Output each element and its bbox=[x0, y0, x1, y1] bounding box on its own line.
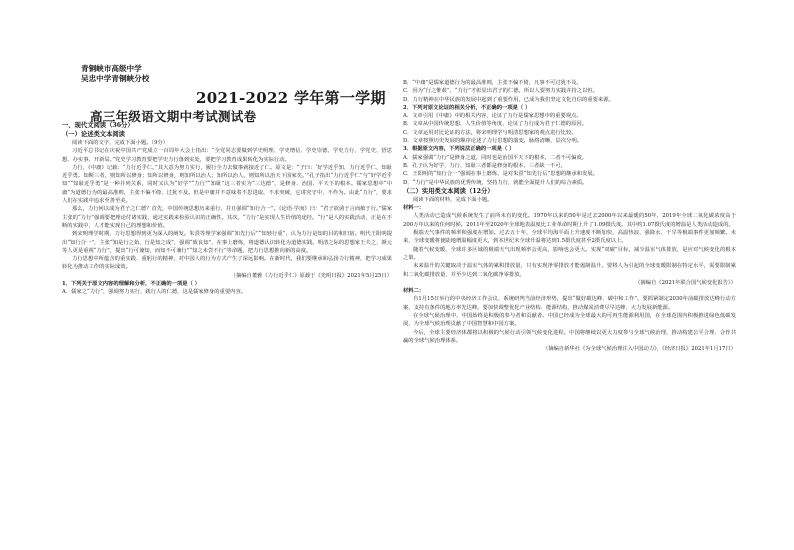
instruction-2: 阅读下面的材料，完成下面小题。 bbox=[413, 196, 493, 203]
question-2-option-d: D．文章按照历史发展的顺序论述了力行思想的演变，脉络清晰，层次分明。 bbox=[403, 138, 583, 145]
paragraph: 未来温升的关键取决于温室气体的累积排放量，只有实现净零排放才能遏制温升。要将人为引起的全球变暖限制在特定水平，需要限制累积二氧化碳排放量，并至少达到二氧化碳净零排放。 bbox=[403, 263, 736, 278]
question-2-option-b: B．文章从中国传统思想、人生价值等角度，论证了力行成为君子仁德的原因。 bbox=[403, 121, 587, 128]
section-heading: 一、现代文阅读（36分） bbox=[62, 122, 134, 129]
paragraph: 在全球气候治理中，中国始终是积极的参与者和贡献者。中国已经成为全球最大的可再生能源利用国，在全球范围内积极推进绿色低碳发展，为全球气候治理贡献了中国智慧和中国方案。 bbox=[403, 313, 736, 328]
material-1-label: 材料一： bbox=[403, 205, 425, 212]
question-3: 3．根据原文内容，下列说法正确的一项是（ ） bbox=[403, 146, 515, 153]
paragraph: 习近平总书记在庆祝中国共产党成立一百周年大会上指出：“全党同志要做到学史明理、学史增信、学史崇德、学史力行，学党史、悟思想、办实事、开新局。”党史学习教育要把学史力行落到实处，要把学习教育成果转化为实际行动。 bbox=[62, 148, 392, 163]
question-3-option-a: A．儒家强调“力行”是修身之道，同时也是治国平天下的根本，二者不可偏废。 bbox=[403, 154, 588, 161]
paragraph: 人类活动已造成气候系统发生了前所未有的变化。1970年以来的50年是过去2000年以来最暖的50年，2019年全球二氧化碳浓度高于200万年以来的任何时候。2011年至2020年全球地表温度比工业革命时期上升了1.09摄氏度。其中约1.07摄氏度的增温是人类活动造成的。 bbox=[403, 213, 736, 228]
question-1-option-a: A．儒家之“力行”，强调努力实行，践行人的仁德，这是儒家修身的重要内容。 bbox=[62, 289, 247, 296]
school-name-line1: 青铜峡市高级中学 bbox=[81, 64, 142, 73]
paragraph: 随着气候变暖，全球许多区域的极端天气出现频率会更高，影响也会更大。实现“双碳”目标，减少温室气体排放，是应对气候变化的根本之策。 bbox=[403, 246, 736, 261]
paragraph: 极端天气事件的频率和强度在增加。过去五十年，全球平均海平面上升速度不断加快，高温热浪、强降水、干旱等极端事件更加频繁。未来，全球变暖将使陆地增温幅度更大，到本世纪末全球升温将达到1.5摄氏度甚至2摄氏度以上。 bbox=[403, 230, 736, 245]
source-citation: （摘编自新华社《为全球气候治理注入中国动力》，《经济日报》2021年1月17日） bbox=[542, 346, 736, 353]
instruction: 阅读下面的文字，完成下面小题。（9分） bbox=[72, 140, 169, 146]
question-2-option-a: A．文章引用《中庸》中的相关内容，论证了力行是儒家思想中的重要观点。 bbox=[403, 113, 582, 120]
question-3-option-c: C．王阳明的“知行合一”强调在事上磨炼，是对朱熹“知先行后”思想的继承和发展。 bbox=[403, 171, 598, 178]
question-2-option-c: C．文章运用对比论证的方法，将宋明理学与明清思想家的观点进行比较。 bbox=[403, 129, 577, 136]
exam-subtitle: 高三年级语文期中考试测试卷 bbox=[90, 109, 257, 124]
subsection-heading: （一）论述类文本阅读 bbox=[62, 131, 125, 138]
left-column bbox=[62, 121, 392, 529]
question-1: 1．下列关于原文内容的理解和分析，不正确的一项是（ ） bbox=[62, 281, 200, 288]
exam-title: 2021-2022 学年第一学期 bbox=[196, 89, 386, 107]
paragraph: 那么，力行何以成为君子之仁德？首先，中国传统思想历来重行，并且强调“知行合一”。《论语·学而》曰：“君子欲讷于言而敏于行。”儒家主张的“力行”强调要把理论付诸实践，通过实践来检验认识的正确性。其次，“力行”是实现人生价值的途径。“行”是人的实践活动，正是在不断的实践中，人才能实现自己的理想和价值。 bbox=[62, 206, 392, 229]
question-3-option-d: D．“力行”是中华民族的优秀传统，坚持力行，就能全面提升人们的综合素质。 bbox=[403, 179, 588, 186]
question-1-option-d: D．力行精神在中华民族的发展中起到了重要作用，已成为我们坚定文化自信的重要来源。 bbox=[403, 96, 614, 103]
paragraph: 到宋明理学时期，力行思想得到更为深入的阐发。朱熹等理学家强调“知先行后”“知轻行重”，认为力行是知的目的和归宿。明代王阳明提出“知行合一”，主张“知是行之始，行是知之成”，强调“致良知”，在事上磨炼，将道德认识转化为道德实践。明清之际的思想家王夫之、颜元等人更是重视“力行”，提出“行可兼知，而知不可兼行”“知之未尝不行”等命题，把力行思想推向新的高度。 bbox=[62, 231, 392, 254]
paragraph: 自1月15日举行的中央经济工作会议，系统研判当前经济形势，提出“做好碳达峰、碳中和工作”。要抓紧制定2030年前碳排放达峰行动方案，支持有条件的地方率先达峰。要加快调整优化产业结构、能源结构，推动煤炭消费尽早达峰，大力发展新能源。 bbox=[403, 296, 736, 311]
section-heading-2: （二）实用类文本阅读（12分） bbox=[403, 187, 494, 195]
question-1-option-b: B．“中庸”是儒家道德行为的最高准则，主张不偏不倚，凡事不可过犹不及。 bbox=[403, 80, 582, 86]
question-2: 2．下列对原文论证的相关分析，不正确的一项是（ ） bbox=[403, 104, 531, 111]
material-2-label: 材料二： bbox=[403, 288, 425, 295]
school-name-line2: 吴忠中学青铜峡分校 bbox=[81, 74, 150, 83]
right-column bbox=[403, 79, 736, 529]
paragraph: 今后，全球主要经济体都将以积极的气候行动引领气候变化进程。中国将继续以更大力度参与全球气候治理，推动构建公平合理、合作共赢的全球气候治理体系。 bbox=[403, 329, 736, 344]
question-1-option-c: C．因为“行之惟艰”，“力行”才彰显出君子的仁德，所以人要努力实践并持之以恒。 bbox=[403, 88, 598, 95]
paragraph: 力行，《中庸》记载：“力行近乎仁。”其大意为努力实行，履行全力去做事就接近了仁。原文是：“子曰：‘好学近乎知，力行近乎仁，知耻近乎勇。知斯三者，则知所以修身；知所以修身，则知所以治人；知所以治人，则知所以治天下国家矣。’”孔子指出“力行近乎仁”与“好学近乎知”“知耻近乎勇”是一种并列关系，同时又认为“好学”“力行”“知耻”这三者实为“三达德”，是修身、治国、平天下的根本。儒家思想中“中庸”为道德行为的最高准则，主张不偏不倚、过犹不及。但是中庸并不意味着不思进取、不求突破，它讲究守中、不作为。由此“力行”，要求人们在实践中追求至善至美。 bbox=[62, 164, 392, 205]
source-citation: （摘编自董雅《力行近乎仁》原载于《光明日报》2021年5月25日） bbox=[230, 272, 392, 279]
source-citation: （摘编自《2021年联合国气候变化报告》） bbox=[635, 279, 736, 286]
paragraph: 力行思想中所蕴含的重实践、重躬行的精神，对中国人的行为方式产生了深远影响。在新时代，我们要继承和弘扬力行精神，把学习成果转化为推动工作的实际成效。 bbox=[62, 256, 392, 271]
question-3-option-b: B．孔子认为好学、力行、知耻三者都是修身的根本，三者缺一不可。 bbox=[403, 162, 566, 169]
